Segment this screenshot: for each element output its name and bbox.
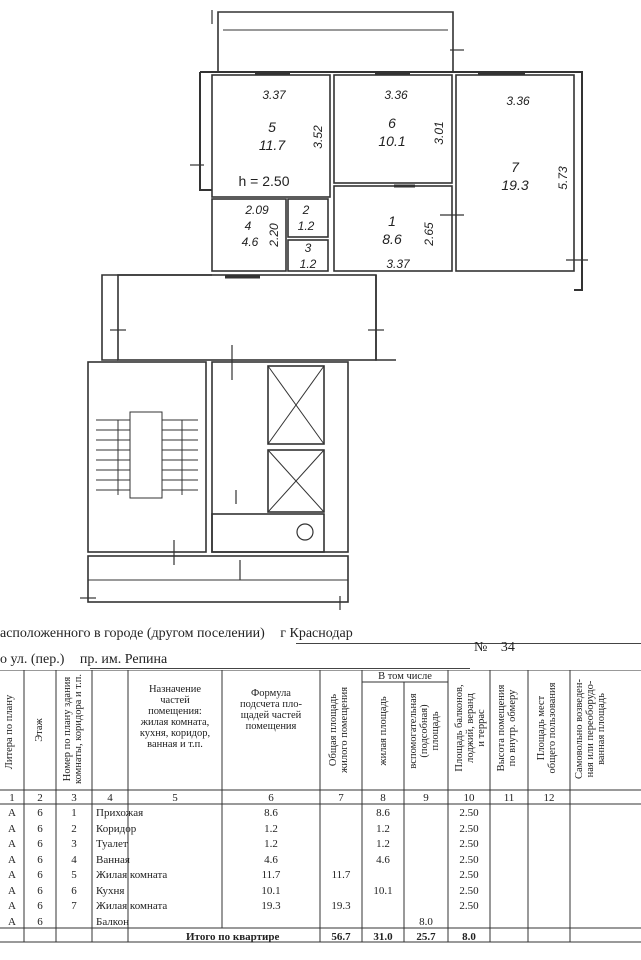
city-value: г Краснодар: [280, 626, 353, 641]
wall-lift-shaft: [212, 362, 348, 552]
table-cell-aux: 1.2: [376, 838, 390, 850]
dim-room6-width: 3.36: [384, 88, 408, 102]
table-cell-name: Прихожая: [96, 807, 144, 819]
room-6-area: 10.1: [378, 133, 406, 149]
table-cell-num: 6: [71, 884, 77, 897]
street-line: [0, 652, 167, 668]
table-cell-floor: 6: [37, 869, 43, 881]
table-cell-height: 2.50: [459, 869, 479, 881]
location-line: [0, 626, 353, 642]
room-2-area: 1.2: [297, 219, 315, 233]
number-value: 34: [500, 640, 515, 655]
location-prefix: асположенного в городе (другом поселении): [0, 626, 265, 641]
table-cell-lit: А: [8, 884, 16, 897]
table-cell-num: 2: [71, 822, 77, 835]
table-cell-lit: А: [8, 900, 16, 912]
col-header-2: Этаж: [34, 718, 45, 742]
room-6-num: 6: [388, 115, 396, 131]
dim-room6-height: 3.01: [432, 121, 446, 145]
table-cell-num: 1: [71, 807, 77, 819]
room-2-num: 2: [302, 203, 310, 217]
table-cell-name: Кухня: [96, 884, 125, 897]
dim-room7-height: 5.73: [556, 166, 570, 190]
table-cell-lit: А: [8, 853, 16, 866]
table-cell-height: 2.50: [459, 900, 479, 912]
chute-room: [212, 514, 324, 552]
table-cell-lit: А: [8, 869, 16, 881]
table-cell-floor: 6: [37, 884, 43, 897]
table-cell-height: 2.50: [459, 884, 479, 897]
table-cell-balcony: 8.0: [419, 915, 433, 928]
wall-stairwell: [88, 362, 206, 552]
total-label: Итого по квартире: [186, 931, 280, 943]
column-number: 4: [107, 792, 113, 804]
total-balcony: 8.0: [462, 931, 476, 943]
room-7-area: 19.3: [501, 177, 529, 193]
table-cell-floor: 6: [37, 853, 43, 866]
room-3-area: 1.2: [299, 257, 317, 271]
table-cell-total: 1.2: [264, 822, 278, 835]
table-cell-height: 2.50: [459, 838, 479, 850]
table-cell-name: Туалет: [96, 838, 128, 850]
col-header-1: Литера по плану: [4, 694, 15, 770]
room-4-area: 4.6: [241, 235, 259, 249]
height-label: h = 2.50: [238, 173, 290, 189]
total-living: 31.0: [373, 931, 393, 943]
table-cell-total: 10.1: [261, 884, 281, 897]
table-cell-total: 4.6: [264, 853, 278, 866]
number-label: №: [474, 640, 488, 655]
dim-room1-height: 2.65: [422, 222, 436, 246]
col-header-6: Общая площадь жилого помещения: [328, 686, 350, 774]
column-number: 9: [423, 792, 429, 804]
table-cell-total: 19.3: [261, 900, 281, 912]
col-header-10: Высота помещения по внутр. обмеру: [496, 684, 518, 772]
col-header-in-total: В том числе: [378, 671, 432, 682]
table-cell-total: 11.7: [261, 869, 281, 881]
dim-room7-width: 3.36: [506, 94, 530, 108]
table-cell-total: 1.2: [264, 838, 278, 850]
table-cell-lit: А: [8, 807, 16, 819]
table-cell-num: 4: [71, 853, 77, 866]
col-header-11: Площадь мест общего пользования: [536, 682, 558, 774]
table-cell-lit: А: [8, 915, 16, 928]
dim-room4-width: 2.09: [245, 203, 269, 217]
col-header-3: Номер по плану здания комнаты, коридора и т.п.: [62, 674, 84, 784]
col-header-9: Площадь балконов, лоджий, веранд и террас: [454, 684, 487, 772]
number-line: [474, 640, 515, 656]
table-cell-aux: 1.2: [376, 822, 390, 835]
table-cell-height: 2.50: [459, 853, 479, 866]
table-cell-height: 2.50: [459, 822, 479, 835]
room-3-num: 3: [304, 241, 312, 255]
street-value: пр. им. Репина: [79, 652, 168, 667]
table-cell-floor: 6: [37, 838, 43, 850]
col-header-7: жилая площадь: [378, 696, 389, 766]
table-cell-name: Жилая комната: [96, 869, 168, 881]
room-7-num: 7: [511, 159, 519, 175]
landing-bottom: [88, 556, 348, 602]
table-cell-num: 7: [71, 900, 77, 912]
table-cell-floor: 6: [37, 807, 43, 819]
column-number: 1: [9, 792, 15, 804]
column-number: 11: [503, 792, 515, 804]
table-cell-floor: 6: [37, 900, 43, 912]
table-cell-floor: 6: [37, 822, 43, 835]
column-number: 7: [338, 792, 344, 804]
room-5-num: 5: [268, 119, 276, 135]
total-area: 56.7: [331, 931, 351, 943]
dim-room5-width: 3.37: [262, 88, 286, 102]
table-cell-name: Коридор: [96, 822, 137, 835]
dim-room5-height: 3.52: [311, 125, 325, 149]
table-cell-name: Жилая комната: [96, 900, 168, 912]
table-cell-living: 11.7: [331, 869, 351, 881]
column-number: 3: [71, 792, 77, 804]
room-1-num: 1: [388, 213, 396, 229]
table-cell-lit: А: [8, 822, 16, 835]
table-cell-total: 8.6: [264, 807, 278, 819]
room-1-area: 8.6: [382, 231, 402, 247]
column-number: 2: [37, 792, 43, 804]
column-number: 8: [380, 792, 386, 804]
column-number: 10: [463, 792, 475, 804]
area-table: [0, 670, 641, 960]
dim-room4-height: 2.20: [267, 223, 281, 247]
table-cell-aux: 4.6: [376, 853, 390, 866]
table-cell-floor: 6: [37, 915, 43, 928]
col-header-5: Формула подсчета пло- щадей частей помещения: [240, 688, 302, 732]
table-cell-name: Ванная: [96, 853, 130, 866]
table-cell-height: 2.50: [459, 807, 479, 819]
total-aux: 25.7: [416, 931, 436, 943]
col-header-12: Самовольно возведен- ная или переоборудо- ванная площадь: [574, 679, 607, 779]
wall-hall: [118, 275, 376, 360]
chute-icon: [297, 524, 313, 540]
table-cell-num: 5: [71, 869, 77, 881]
table-cell-name: Балкон: [96, 915, 129, 928]
col-header-8: вспомогательная (подсобная) площадь: [408, 693, 441, 769]
column-number: 6: [268, 792, 274, 804]
table-cell-num: 3: [71, 838, 77, 850]
room-4-num: 4: [244, 219, 252, 233]
table-cell-living: 19.3: [331, 900, 351, 912]
col-header-4: Назначение частей помещения: жилая комната, кухня, коридор, ванная и т.п.: [139, 684, 211, 750]
dim-room1-width: 3.37: [386, 257, 410, 271]
balcony-top-outline: [218, 12, 453, 72]
street-prefix: о ул. (пер.): [0, 652, 65, 667]
table-cell-lit: А: [8, 838, 16, 850]
table-cell-aux: 10.1: [373, 884, 393, 897]
room-5-area: 11.7: [258, 137, 286, 153]
table-cell-aux: 8.6: [376, 807, 390, 819]
column-number: 5: [172, 792, 178, 804]
column-number: 12: [543, 792, 555, 804]
